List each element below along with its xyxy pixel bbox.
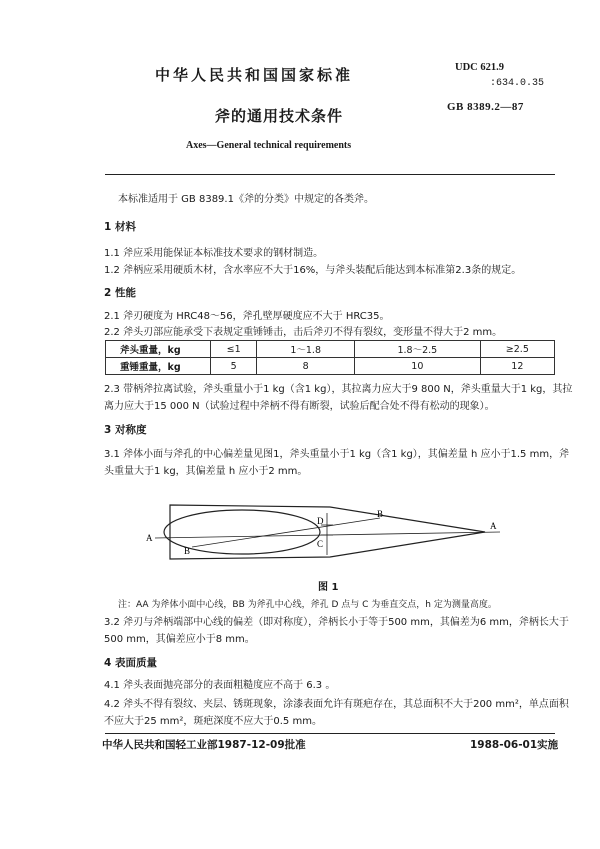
table-cell: 12: [480, 358, 554, 375]
clause-2-3-line2: 离力应大于15 000 N（试验过程中斧柄不得有断裂，试验后配合处不得有松动的现象）。: [104, 401, 495, 412]
clause-4-2-line2: 不应大于25 mm²，斑疤深度不应大于0.5 mm。: [104, 716, 322, 727]
table-row-header: 斧头重量，kg: [106, 341, 211, 358]
clause-3-1-line1: 3.1 斧体小面与斧孔的中心偏差量见图1，斧头重量小于1 kg（含1 kg），其偏差量 h 应小于1.5 mm，斧: [104, 449, 570, 460]
clause-4-2-line1: 4.2 斧头不得有裂纹、夹层、锈斑现象，涂漆表面允许有斑疤存在，其总面积不大于200 mm²，单点面积: [104, 699, 569, 710]
clause-2-1: 2.1 斧刃硬度为 HRC48～56，斧孔壁厚硬度应不大于 HRC35。: [104, 311, 390, 322]
table-cell: 1～1.8: [257, 341, 355, 358]
section-1-heading: 1 材料: [104, 221, 136, 233]
udc-code: UDC 621.9: [455, 62, 504, 73]
standard-org-title: 中华人民共和国国家标准: [155, 66, 354, 84]
center-line-bb: [192, 518, 380, 547]
table-cell: ≤1: [211, 341, 257, 358]
label-c: C: [317, 539, 324, 549]
intro-paragraph: 本标准适用于 GB 8389.1《斧的分类》中规定的各类斧。: [118, 194, 374, 205]
table-row: [106, 341, 555, 358]
section-3-heading: 3 对称度: [104, 424, 147, 436]
effective-date: 1988-06-01实施: [470, 739, 559, 751]
table-cell: 5: [211, 358, 257, 375]
clause-3-1-line2: 头重量大于1 kg，其偏差量 h 应小于2 mm。: [104, 466, 308, 477]
clause-3-2-line2: 500 mm，其偏差应小于8 mm。: [104, 634, 255, 645]
label-a-right: A: [490, 521, 497, 531]
gb-number: GB 8389.2—87: [447, 101, 524, 113]
table-row: [106, 358, 555, 375]
table-cell: 10: [355, 358, 481, 375]
approval-info: 中华人民共和国轻工业部1987-12-09批准: [102, 739, 306, 751]
axe-outline: [170, 505, 485, 559]
udc-code-sub: :634.0.35: [490, 78, 545, 89]
document-title-english: Axes—General technical requirements: [186, 140, 352, 151]
clause-4-1: 4.1 斧头表面抛亮部分的表面粗糙度应不高于 6.3 。: [104, 680, 336, 691]
figure-caption: 图 1: [318, 582, 339, 593]
clause-1-1: 1.1 斧应采用能保证本标准技术要求的钢材制造。: [104, 248, 324, 259]
table-cell: 1.8～2.5: [355, 341, 481, 358]
figure-1-axe-diagram: [130, 495, 510, 575]
clause-1-2: 1.2 斧柄应采用硬质木材，含水率应不大于16%，与斧头装配后能达到本标准第2.3条的规定。: [104, 265, 522, 276]
document-title: 斧的通用技术条件: [215, 107, 344, 125]
section-2-heading: 2 性能: [104, 287, 136, 299]
clause-2-2: 2.2 斧头刃部应能承受下表规定重锤锤击，击后斧刃不得有裂纹，变形量不得大于2 mm。: [104, 327, 503, 338]
table-row-header: 重锤重量，kg: [106, 358, 211, 375]
figure-note: 注：AA 为斧体小面中心线，BB 为斧孔中心线，斧孔 D 点与 C 为垂直交点，h 定为测量高度。: [118, 600, 497, 610]
hammer-weight-table: [105, 340, 555, 375]
clause-3-2-line1: 3.2 斧刃与斧柄端部中心线的偏差（即对称度），斧柄长小于等于500 mm，其偏差为6 mm，斧柄长大于: [104, 617, 569, 628]
clause-2-3-line1: 2.3 带柄斧拉离试验，斧头重量小于1 kg（含1 kg），其拉离力应大于9 800 N，斧头重量大于1 kg，其拉: [104, 384, 573, 395]
label-a-left: A: [146, 533, 153, 543]
section-4-heading: 4 表面质量: [104, 657, 157, 669]
label-d: D: [317, 516, 324, 526]
label-b-right: B: [377, 509, 384, 519]
bottom-rule: [105, 733, 555, 734]
label-b-left: B: [184, 546, 191, 556]
table-cell: ≥2.5: [480, 341, 554, 358]
top-rule: [105, 174, 555, 175]
table-cell: 8: [257, 358, 355, 375]
